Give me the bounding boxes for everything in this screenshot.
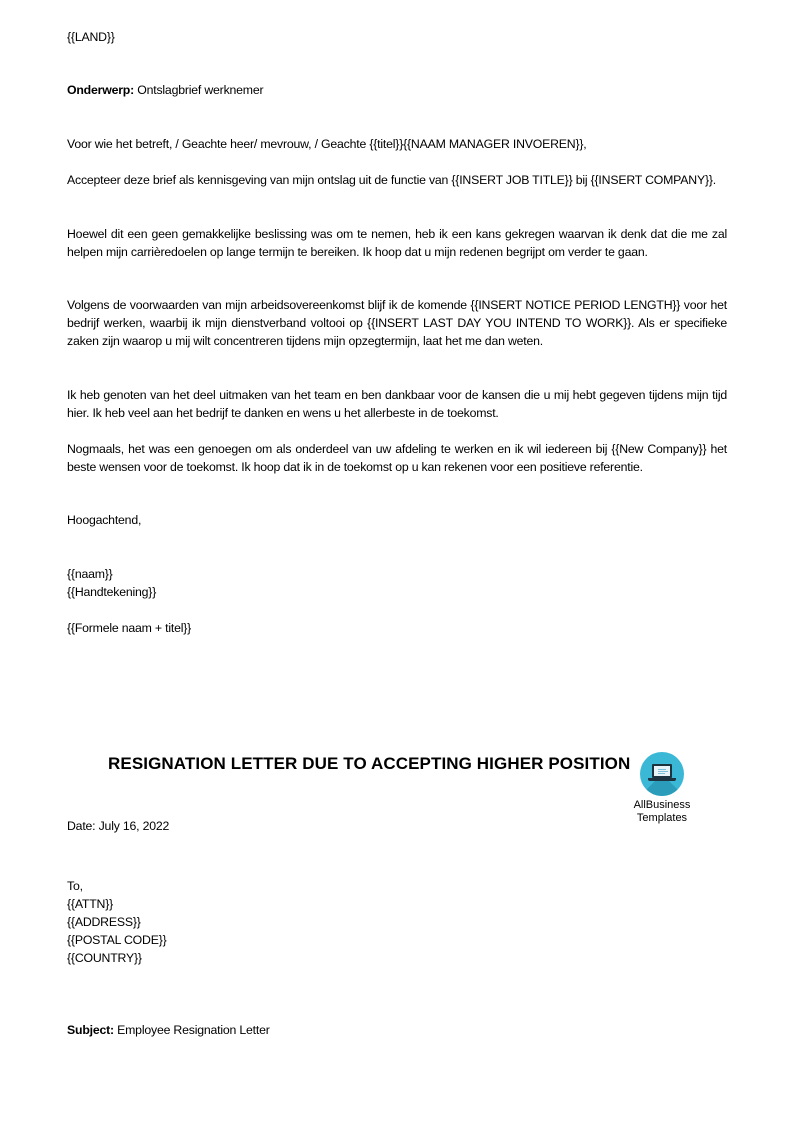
document-title: RESIGNATION LETTER DUE TO ACCEPTING HIGHER POSITION xyxy=(108,754,631,773)
name-placeholder: {{naam}} xyxy=(67,567,113,581)
recipient-to: To, xyxy=(67,879,83,893)
formal-name-placeholder: {{Formele naam + titel}} xyxy=(67,621,192,635)
dutch-paragraph-4: Ik heb genoten van het deel uitmaken van het team en ben dankbaar voor de kansen die u mij hebt gegeven tijdens mijn tijd hier. Ik heb veel aan het bedrijf te danken en wens u het allerbeste in de toekomst. xyxy=(67,388,727,420)
recipient-address: {{ADDRESS}} xyxy=(67,915,141,929)
dutch-subject-line xyxy=(67,81,727,99)
dutch-closing: Hoogachtend, xyxy=(67,513,142,527)
laptop-icon xyxy=(640,752,684,796)
recipient-postal-code: {{POSTAL CODE}} xyxy=(67,933,167,947)
dutch-paragraph-2: Hoewel dit een geen gemakkelijke beslissing was om te nemen, heb ik een kans gekregen waarvan ik denk dat die me zal helpen mijn carrièredoelen op lange termijn te bereiken. Ik hoop dat u mijn redenen begrijpt om verder te gaan. xyxy=(67,227,727,259)
dutch-paragraph-1: Accepteer deze brief als kennisgeving van mijn ontslag uit de functie van {{INSERT JOB TITLE}} bij {{INSERT COMPANY}}. xyxy=(67,173,716,187)
recipient-attn: {{ATTN}} xyxy=(67,897,114,911)
english-subject-label: Subject: xyxy=(67,1023,114,1037)
dutch-salutation: Voor wie het betreft, / Geachte heer/ mevrouw, / Geachte {{titel}}{{NAAM MANAGER INVOEREN}}, xyxy=(67,137,587,151)
land-placeholder: {{LAND}} xyxy=(67,30,115,44)
english-subject-value: Employee Resignation Letter xyxy=(113,1023,270,1037)
dutch-subject-label: Onderwerp: xyxy=(67,83,135,97)
logo-text-line-1: AllBusiness xyxy=(633,799,691,811)
dutch-subject-value: Ontslagbrief werknemer xyxy=(134,83,264,97)
dutch-paragraph-3: Volgens de voorwaarden van mijn arbeidsovereenkomst blijf ik de komende {{INSERT NOTICE PERIOD LENGTH}} voor het bedrijf werken, waarbij ik mijn dienstverband voltooi op {{INSERT LAST DAY YOU INTEND TO WORK}}. Als er specifieke zaken zijn waarop u mij wilt concentreren tijdens mijn opzegtermijn, laat het me dan weten. xyxy=(67,298,727,348)
dutch-paragraph-5: Nogmaals, het was een genoegen om als onderdeel van uw afdeling te werken en ik wil iedereen bij {{New Company}} het beste wensen voor de toekomst. Ik hoop dat ik in de toekomst op u kan rekenen voor een positieve referentie. xyxy=(67,442,727,474)
signature-placeholder: {{Handtekening}} xyxy=(67,585,157,599)
recipient-country: {{COUNTRY}} xyxy=(67,951,142,965)
logo-text-line-2: Templates xyxy=(636,812,688,824)
letter-date: Date: July 16, 2022 xyxy=(67,819,170,833)
allbusiness-templates-logo xyxy=(628,752,696,825)
english-subject-line xyxy=(67,1021,727,1039)
